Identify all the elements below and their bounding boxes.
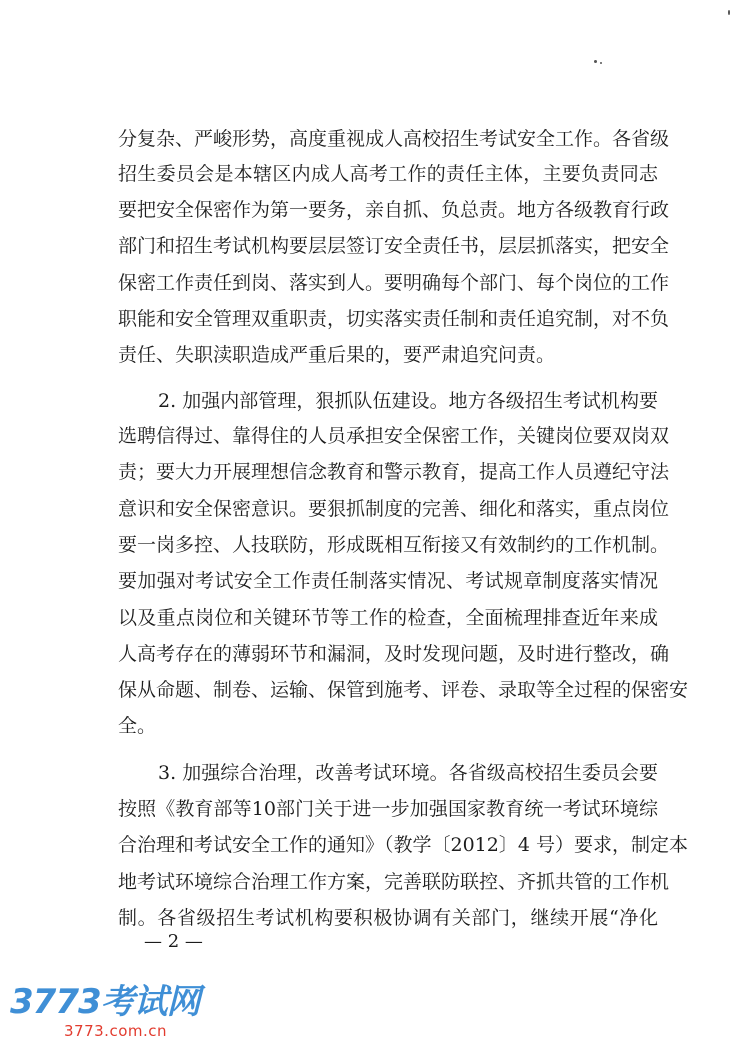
text-line: 保从命题、制卷、运输、保管到施考、评卷、录取等全过程的保密安 <box>118 679 689 701</box>
text-line: 按照《教育部等10部门关于进一步加强国家教育统一考试环境综 <box>118 798 658 820</box>
text-line: 要一岗多控、人技联防，形成既相互衔接又有效制约的工作机制。 <box>118 534 670 556</box>
text-line: 保密工作责任到岗、落实到人。要明确每个部门、每个岗位的工作 <box>118 272 670 294</box>
watermark-url: 3773.com.cn <box>64 1022 167 1040</box>
text-line: 招生委员会是本辖区内成人高考工作的责任主体，主要负责同志 <box>118 163 658 185</box>
text-line: 人高考存在的薄弱环节和漏洞，及时发现问题，及时进行整改，确 <box>118 643 670 665</box>
paragraph-2-heading: 2. 加强内部管理，狠抓队伍建设。地方各级招生考试机构要 <box>158 390 658 412</box>
text-line: 责任、失职渎职造成严重后果的，要严肃追究问责。 <box>118 344 556 366</box>
text-line: 意识和安全保密意识。要狠抓制度的完善、细化和落实，重点岗位 <box>118 498 670 520</box>
text-line: 责；要大力开展理想信念教育和警示教育，提高工作人员遵纪守法 <box>118 461 670 483</box>
text-line: 地考试环境综合治理工作方案，完善联防联控、齐抓共管的工作机 <box>118 871 670 893</box>
watermark-title: 3773考试网 <box>10 982 200 1022</box>
page-number: — 2 — <box>144 931 203 952</box>
site-watermark <box>0 982 210 1048</box>
text-line: 分复杂、严峻形势，高度重视成人高校招生考试安全工作。各省级 <box>118 128 670 150</box>
text-line: 要把安全保密作为第一要务，亲自抓、负总责。地方各级教育行政 <box>118 199 670 221</box>
text-line: 全。 <box>118 715 157 737</box>
text-line: 部门和招生考试机构要层层签订安全责任书，层层抓落实，把安全 <box>118 235 670 257</box>
text-line: 职能和安全管理双重职责，切实落实责任制和责任追究制，对不负 <box>118 308 670 330</box>
text-line: 以及重点岗位和关键环节等工作的检查，全面梳理排查近年来成 <box>118 607 658 629</box>
text-line: 选聘信得过、靠得住的人员承担安全保密工作，关键岗位要双岗双 <box>118 425 670 447</box>
text-line: 要加强对考试安全工作责任制落实情况、考试规章制度落实情况 <box>118 570 658 592</box>
text-line: 制。各省级招生考试机构要积极协调有关部门，继续开展“净化 <box>118 907 658 929</box>
scan-speck <box>594 60 597 63</box>
paragraph-3-heading: 3. 加强综合治理，改善考试环境。各省级高校招生委员会要 <box>158 762 658 784</box>
scan-speck <box>600 62 602 64</box>
text-line: 合治理和考试安全工作的通知》（教学〔2012〕4 号）要求，制定本 <box>118 834 688 856</box>
scan-speck <box>728 10 730 15</box>
